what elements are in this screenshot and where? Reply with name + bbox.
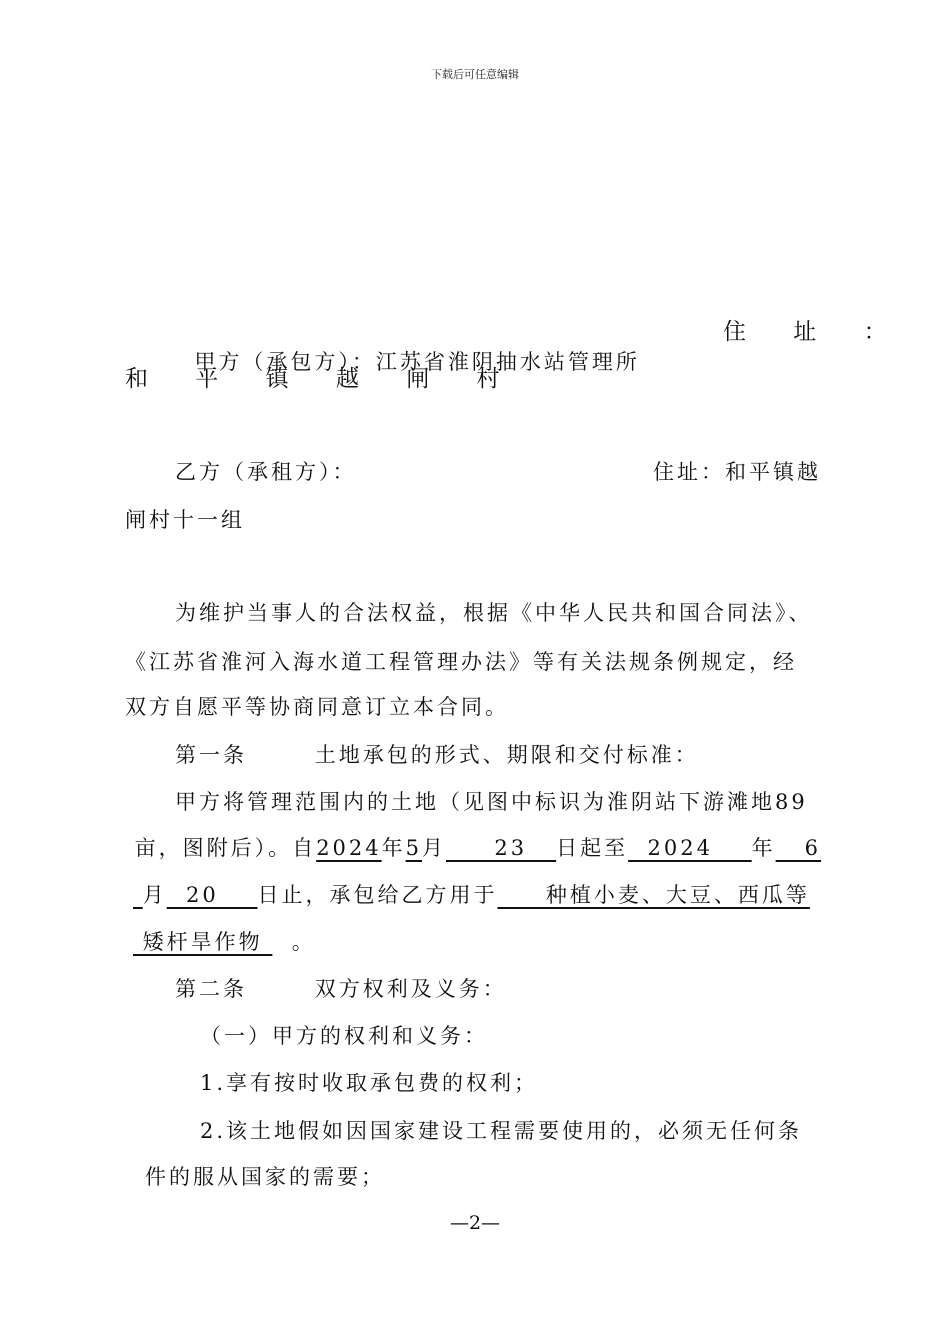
page-number: —2— bbox=[449, 1212, 501, 1234]
party-a-address-label: 住 址 ： bbox=[723, 319, 907, 345]
article2-item2-line1: 2.该土地假如因国家建设工程需要使用的，必须无任何条 bbox=[200, 1119, 803, 1143]
article2-title: 第二条 双方权利及义务： bbox=[175, 977, 507, 1001]
party-b-label: 乙方（承租方）： bbox=[175, 460, 357, 484]
article1-line-2 bbox=[125, 833, 821, 863]
preamble-line-2: 《江苏省淮河入海水道工程管理办法》等有关法规条例规定，经 bbox=[125, 650, 797, 674]
text: 日止，承包给乙方用于 bbox=[257, 883, 498, 907]
article2-item1: 1.享有按时收取承包费的权利； bbox=[200, 1071, 539, 1095]
purpose: 种植小麦、大豆、西瓜等 bbox=[497, 883, 810, 907]
text: 亩，图附后）。自 bbox=[125, 836, 317, 860]
end-month-cont bbox=[133, 883, 143, 907]
article2-item2-line2: 件的服从国家的需要； bbox=[145, 1165, 385, 1189]
text: 年 bbox=[751, 836, 776, 860]
preamble-line-3: 双方自愿平等协商同意订立本合同。 bbox=[125, 695, 509, 719]
article1-line-3 bbox=[133, 880, 810, 910]
text: 月 bbox=[422, 836, 447, 860]
end-day: 20 bbox=[166, 883, 258, 907]
header-note: 下载后可任意编辑 bbox=[431, 68, 519, 81]
party-b-address-label: 住址：和平镇越 bbox=[653, 460, 821, 484]
article1-title: 第一条 土地承包的形式、期限和交付标准： bbox=[175, 743, 699, 767]
start-day: 23 bbox=[446, 836, 557, 860]
article2-sub1: （一）甲方的权利和义务： bbox=[200, 1024, 488, 1048]
purpose-cont: 矮杆旱作物 bbox=[133, 930, 273, 954]
text: 月 bbox=[142, 883, 167, 907]
text: 年 bbox=[381, 836, 406, 860]
article1-line-1: 甲方将管理范围内的土地（见图中标识为淮阴站下游滩地89 bbox=[175, 790, 808, 814]
article1-line-4 bbox=[133, 927, 316, 957]
start-year: 2024 bbox=[316, 836, 382, 860]
preamble-line-1: 为维护当事人的合法权益，根据《中华人民共和国合同法》、 bbox=[175, 601, 813, 625]
end-year: 2024 bbox=[628, 836, 752, 860]
party-b-address-cont: 闸村十一组 bbox=[125, 508, 245, 532]
start-month: 5 bbox=[405, 836, 423, 860]
text: 日起至 bbox=[556, 836, 629, 860]
text: 。 bbox=[272, 930, 316, 954]
party-a-label: 甲方（承包方）：江苏省淮阴抽水站管理所 bbox=[194, 350, 640, 374]
end-month: 6 bbox=[775, 836, 822, 860]
party-a-address: 和 平 镇 越 闸 村 bbox=[125, 366, 520, 392]
